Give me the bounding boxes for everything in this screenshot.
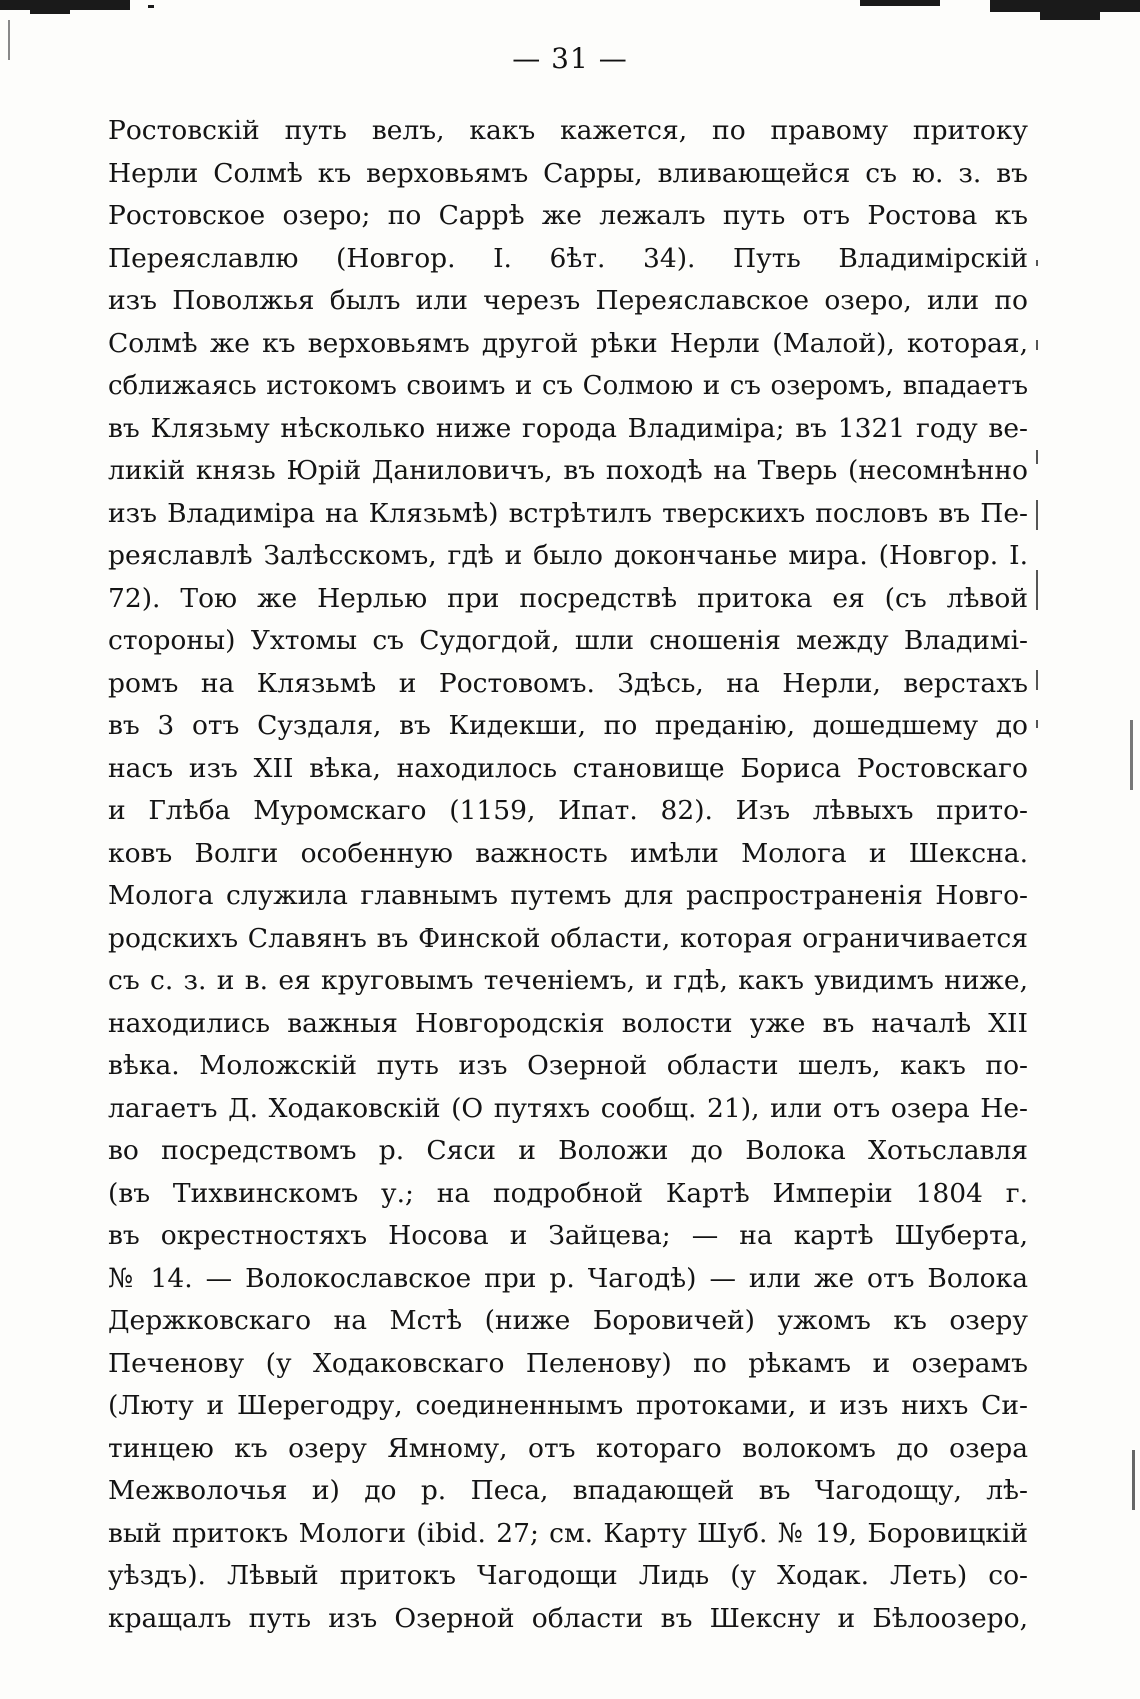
text-line: въ 3 отъ Суздаля, въ Кидекши, по преданію, дошедшему до	[108, 710, 1028, 741]
text-line: въ окрестностяхъ Носова и Зайцева; — на картѣ Шуберта,	[108, 1220, 1028, 1251]
body-text	[108, 110, 1028, 1640]
text-line: стороны) Ухтомы съ Судогдой, шли сношенія между Владимі-	[108, 625, 1028, 656]
text-line: Межволочья и) до р. Песа, впадающей въ Чагодощу, лѣ-	[108, 1475, 1028, 1506]
text-line: во посредствомъ р. Сяси и Воложи до Волока Хотьславля	[108, 1135, 1028, 1166]
text-line: Солмѣ же къ верховьямъ другой рѣки Нерли (Малой), которая,	[108, 327, 1028, 359]
text-line: насъ изъ XII вѣка, находилось становище Бориса Ростовскаго	[108, 752, 1028, 784]
text-line: Ростовскій путь велъ, какъ кажется, по правому притоку	[108, 115, 1028, 146]
scan-artifact	[860, 0, 940, 6]
text-line: реяславлѣ Залѣсскомъ, гдѣ и было докончанье мира. (Новгор. I.	[108, 540, 1028, 571]
scan-artifact	[148, 5, 154, 8]
text-line: родскихъ Славянъ въ Финской области, которая ограничивается	[108, 922, 1028, 954]
text-line: ликій князь Юрій Даниловичъ, въ походѣ на Тверь (несомнѣнно	[108, 455, 1028, 486]
text-line: Ростовское озеро; по Саррѣ же лежалъ путь отъ Ростова къ	[108, 200, 1028, 231]
text-line: (Люту и Шерегодру, соединеннымъ протоками, и изъ нихъ Си-	[108, 1390, 1028, 1421]
text-line: ковъ Волги особенную важность имѣли Молога и Шексна.	[108, 837, 1028, 869]
text-line: лагаетъ Д. Ходаковскій (О путяхъ сообщ. 21), или отъ озера Не-	[108, 1092, 1028, 1124]
text-line: (въ Тихвинскомъ у.; на подробной Картѣ Имперіи 1804 г.	[108, 1177, 1028, 1209]
text-line: Нерли Солмѣ къ верховьямъ Сарры, вливающейся съ ю. з. въ	[108, 157, 1028, 189]
text-line: находились важныя Новгородскія волости уже въ началѣ XII	[108, 1007, 1028, 1039]
text-line: сближаясь истокомъ своимъ и съ Солмою и съ озеромъ, впадаетъ	[108, 371, 1028, 401]
scan-artifact	[30, 6, 70, 14]
text-line: съ с. з. и в. ея круговымъ теченіемъ, и гдѣ, какъ увидимъ ниже,	[108, 965, 1028, 996]
text-line: Держковскаго на Мстѣ (ниже Боровичей) ужомъ къ озеру	[108, 1305, 1028, 1336]
text-line: изъ Владиміра на Клязьмѣ) встрѣтилъ тверскихъ пословъ въ Пе-	[108, 497, 1028, 529]
text-line: Переяславлю (Новгор. I. 6ѣт. 34). Путь Владимірскій	[108, 242, 1028, 274]
page-number: — 31 —	[512, 42, 628, 75]
text-line: 72). Тою же Нерлью при посредствѣ притока ея (съ лѣвой	[108, 582, 1028, 614]
text-line: Печенову (у Ходаковскаго Пеленову) по рѣкамъ и озерамъ	[108, 1347, 1028, 1379]
margin-specks	[1032, 250, 1044, 730]
text-line: кращалъ путь изъ Озерной области въ Шексну и Бѣлоозеро,	[108, 1602, 1028, 1634]
text-line: вѣка. Моложскій путь изъ Озерной области шелъ, какъ по-	[108, 1050, 1028, 1081]
text-line: уѣздъ). Лѣвый притокъ Чагодощи Лидь (у Ходак. Леть) со-	[108, 1560, 1028, 1591]
text-line: вый притокъ Мологи (ibid. 27; см. Карту Шуб. № 19, Боровицкій	[108, 1517, 1028, 1549]
scan-edge-shadow	[1130, 720, 1133, 790]
text-line: Молога служила главнымъ путемъ для распространенія Новго-	[108, 880, 1028, 911]
scan-edge-shadow	[1132, 1450, 1135, 1510]
text-line: № 14. — Волокославское при р. Чагодѣ) — или же отъ Волока	[108, 1262, 1028, 1294]
text-line: тинцею къ озеру Ямному, отъ котораго волокомъ до озера	[108, 1432, 1028, 1464]
text-line: изъ Поволжья былъ или черезъ Переяславское озеро, или по	[108, 285, 1028, 316]
text-line: въ Клязьму нѣсколько ниже города Владиміра; въ 1321 году ве-	[108, 412, 1028, 444]
text-line: и Глѣба Муромскаго (1159, Ипат. 82). Изъ лѣвыхъ прито-	[108, 795, 1028, 826]
text-line: ромъ на Клязьмѣ и Ростовомъ. Здѣсь, на Нерли, верстахъ	[108, 667, 1028, 699]
scan-artifact	[1040, 10, 1100, 20]
